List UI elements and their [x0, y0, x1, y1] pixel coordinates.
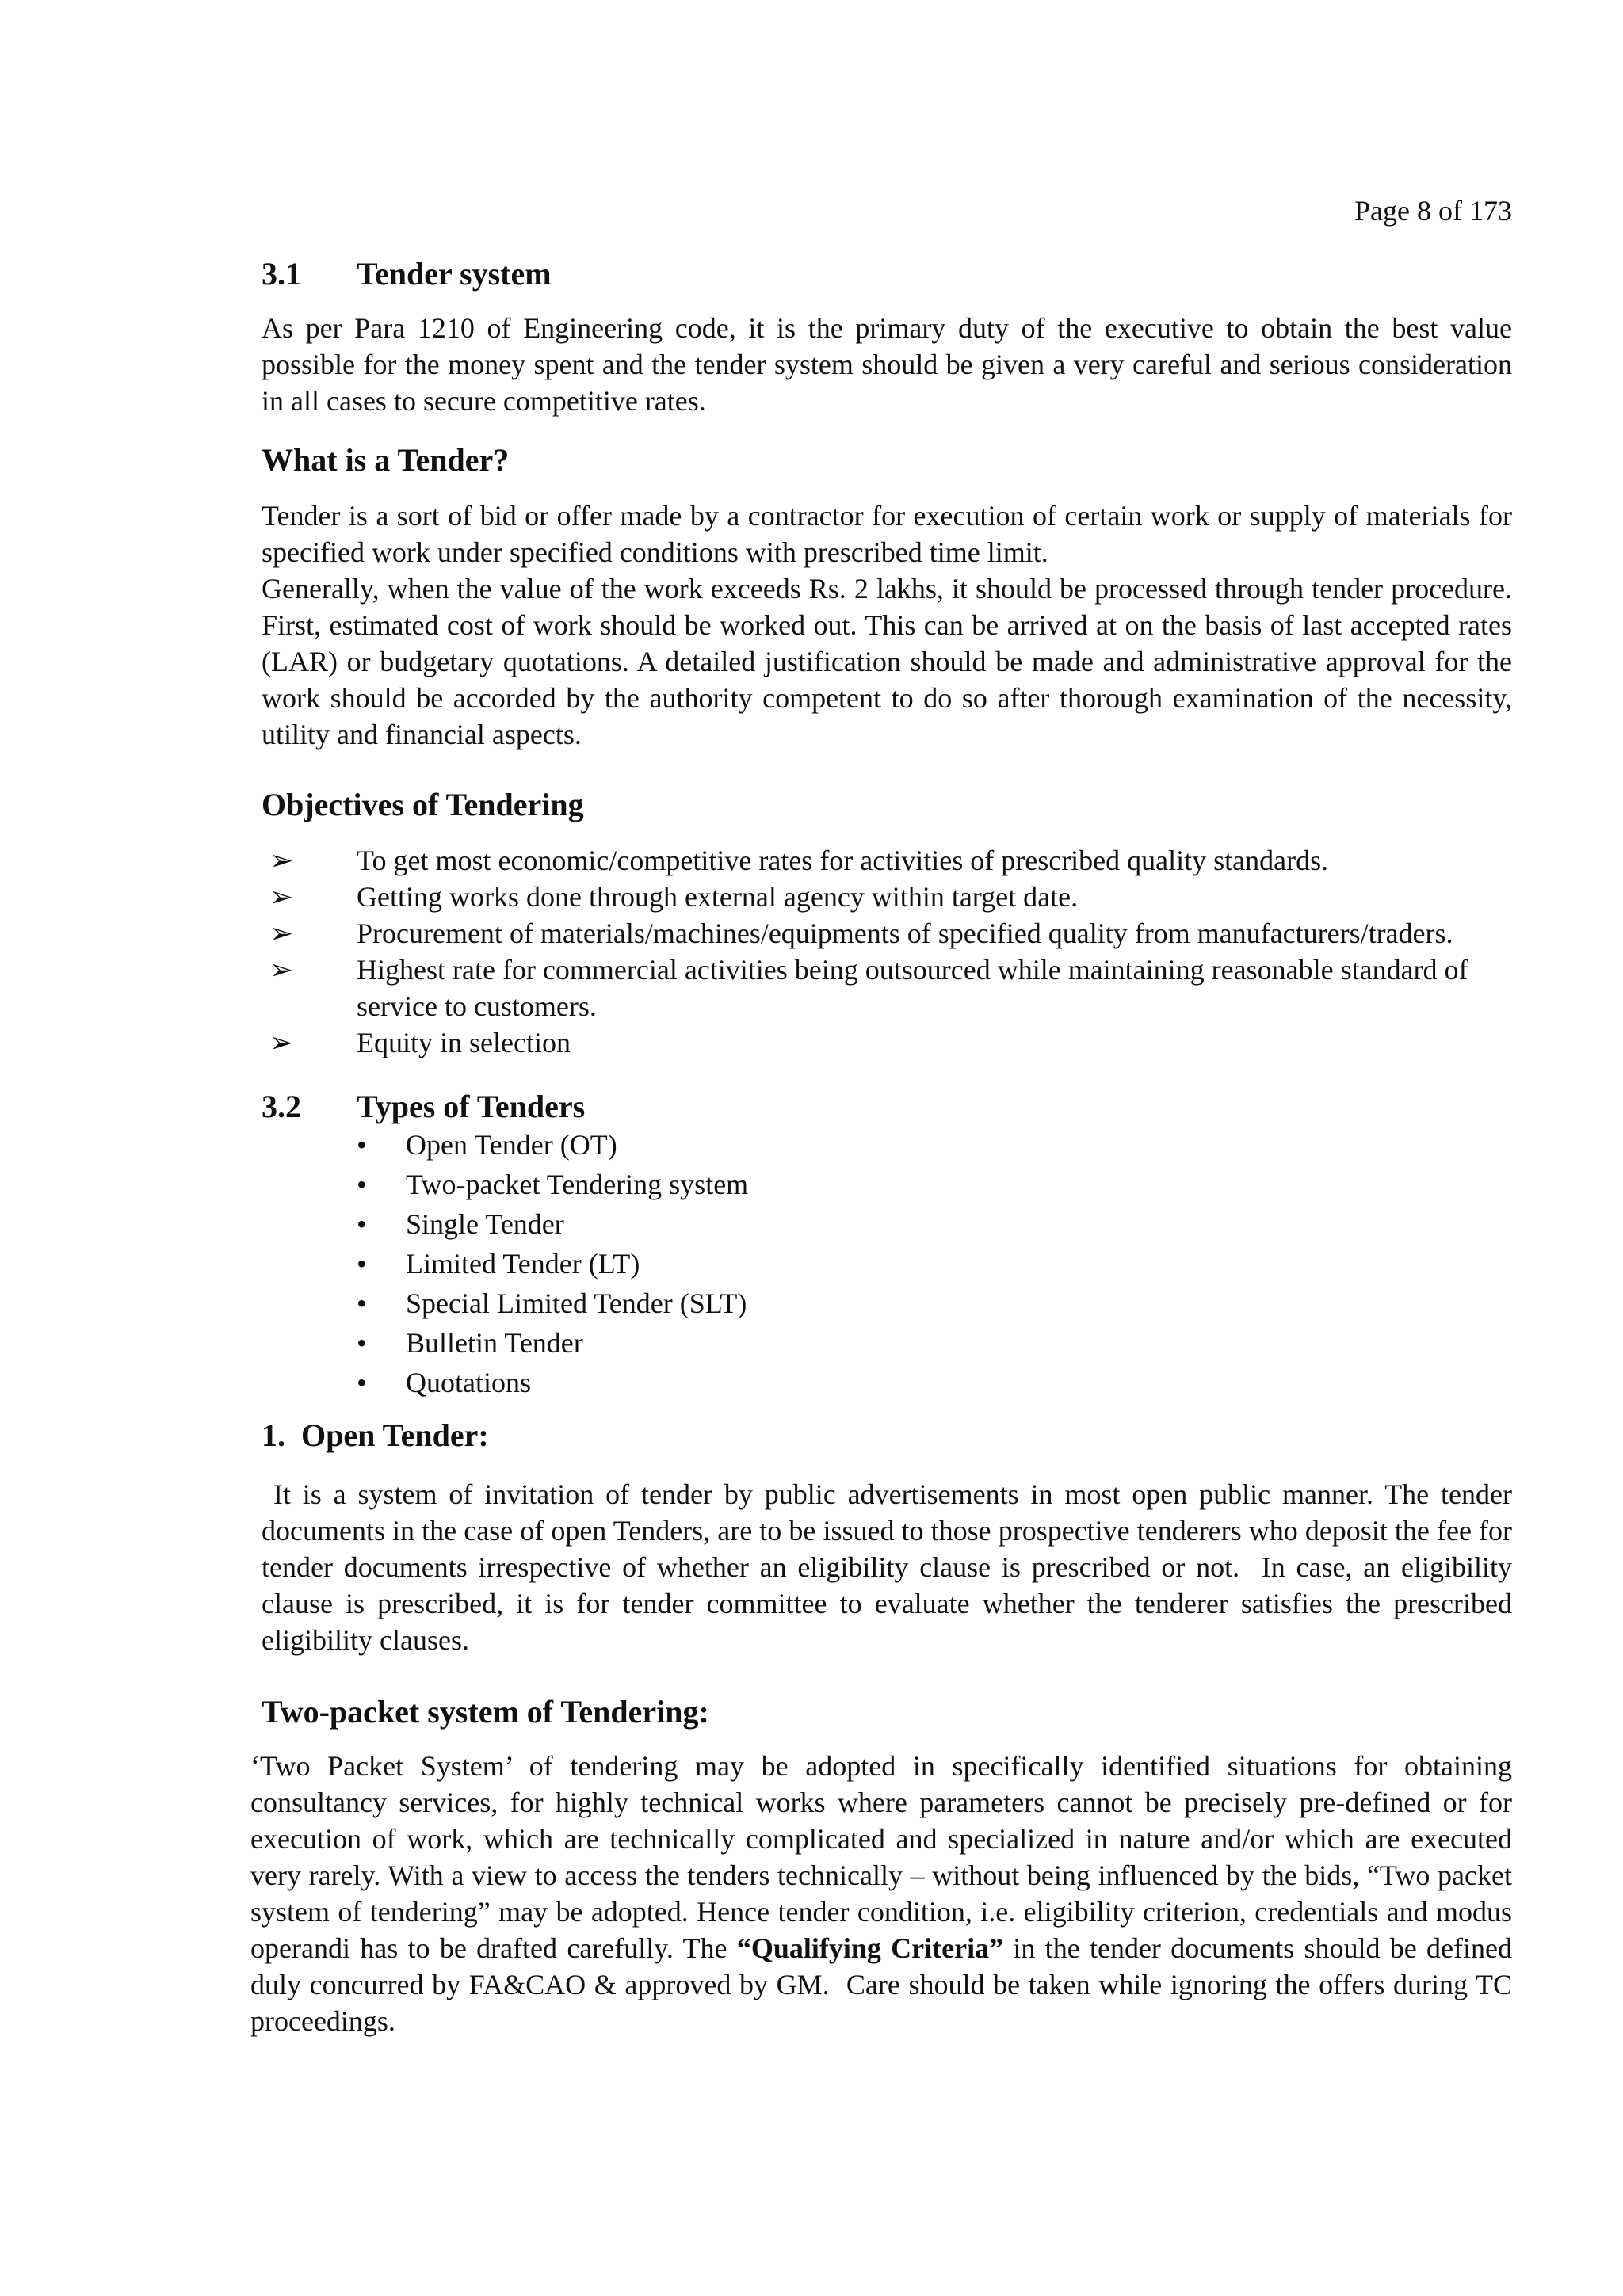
section-title: Types of Tenders — [357, 1089, 586, 1124]
list-item: ➢ Equity in selection — [262, 1024, 1512, 1061]
arrow-bullet-icon: ➢ — [269, 917, 294, 949]
page-number: Page 8 of 173 — [1354, 195, 1512, 227]
bullet-icon: • — [357, 1248, 367, 1280]
bullet-icon: • — [357, 1208, 367, 1240]
list-item: ➢ Highest rate for commercial activities being outsourced while maintaining reasonable standard of service to customers. — [262, 952, 1512, 1024]
open-tender-heading: 1. Open Tender: — [262, 1417, 489, 1453]
list-item: ➢ To get most economic/competitive rates for activities of prescribed quality standards. — [262, 842, 1512, 879]
tender-types-list — [262, 1125, 1512, 1402]
list-item: • Single Tender — [357, 1204, 1512, 1244]
arrow-bullet-icon: ➢ — [269, 845, 294, 876]
bullet-icon: • — [357, 1169, 367, 1200]
objectives-heading: Objectives of Tendering — [262, 787, 584, 822]
bullet-icon: • — [357, 1287, 367, 1319]
what-is-tender-paragraph-1: Tender is a sort of bid or offer made by a contractor for execution of certain work or supply of materials for specified work under specified conditions with prescribed time limit. — [262, 500, 1512, 568]
document-page — [250, 182, 1520, 2039]
section-number: 3.1 — [262, 256, 301, 292]
list-item: ➢ Getting works done through external agency within target date. — [262, 879, 1512, 915]
arrow-bullet-icon: ➢ — [269, 881, 294, 913]
list-item: • Limited Tender (LT) — [357, 1244, 1512, 1283]
what-is-tender-heading: What is a Tender? — [262, 442, 510, 478]
objectives-list — [262, 842, 1512, 1061]
arrow-bullet-icon: ➢ — [269, 1027, 294, 1058]
two-packet-paragraph: ‘Two Packet System’ of tendering may be adopted in specifically identified situations for obtaining consultancy services, for highly technical works where parameters cannot be precisely pre-defined or for execution of work, which are technically complicated and specialized in nature and/or which are executed very rarely. With a view to access the tenders technically – without being influenced by the bids, “Two packet system of tendering” may be adopted. Hence tender condition, i.e. eligibility criterion, credentials and modus operandi has to be drafted carefully. The “Qualifying Criteria” in the tender documents should be defined duly concurred by FA&CAO & approved by GM. Care should be taken while ignoring the offers during TC proceedings. — [250, 1750, 1520, 2037]
list-item: • Special Limited Tender (SLT) — [357, 1283, 1512, 1323]
list-item: • Two-packet Tendering system — [357, 1165, 1512, 1204]
two-packet-heading: Two-packet system of Tendering: — [262, 1694, 709, 1730]
section-title: Tender system — [357, 256, 552, 292]
section-3-1-heading — [262, 255, 1512, 292]
open-tender-paragraph: It is a system of invitation of tender by public advertisements in most open public manner. The tender documents in the case of open Tenders, are to be issued to those prospective tenderers who deposit the fee for tender documents irrespective of whether an eligibility clause is prescribed or not. In case, an eligibility clause is prescribed, it is for tender committee to evaluate whether the tenderer satisfies the prescribed eligibility clauses. — [262, 1478, 1519, 1656]
arrow-bullet-icon: ➢ — [269, 954, 294, 986]
list-item: • Quotations — [357, 1363, 1512, 1402]
list-item: • Open Tender (OT) — [357, 1125, 1512, 1165]
section-3-2-heading — [262, 1088, 1512, 1125]
list-item: • Bulletin Tender — [357, 1323, 1512, 1363]
list-item: ➢ Procurement of materials/machines/equipments of specified quality from manufacturers/traders. — [262, 915, 1512, 952]
bullet-icon: • — [357, 1367, 367, 1398]
what-is-tender-paragraph-2: Generally, when the value of the work exceeds Rs. 2 lakhs, it should be processed through tender procedure. First, estimated cost of work should be worked out. This can be arrived at on the basis of last accepted rates (LAR) or budgetary quotations. A detailed justification should be made and administrative approval for the work should be accorded by the authority competent to do so after thorough examination of the necessity, utility and financial aspects. — [262, 573, 1512, 750]
qualifying-criteria-term: “Qualifying Criteria” — [736, 1932, 1004, 1964]
section-number: 3.2 — [262, 1089, 301, 1124]
bullet-icon: • — [357, 1129, 367, 1161]
tender-system-paragraph: As per Para 1210 of Engineering code, it is the primary duty of the executive to obtain the best value possible for the money spent and the tender system should be given a very careful and serious consideration in all cases to secure competitive rates. — [262, 312, 1512, 417]
bullet-icon: • — [357, 1327, 367, 1359]
